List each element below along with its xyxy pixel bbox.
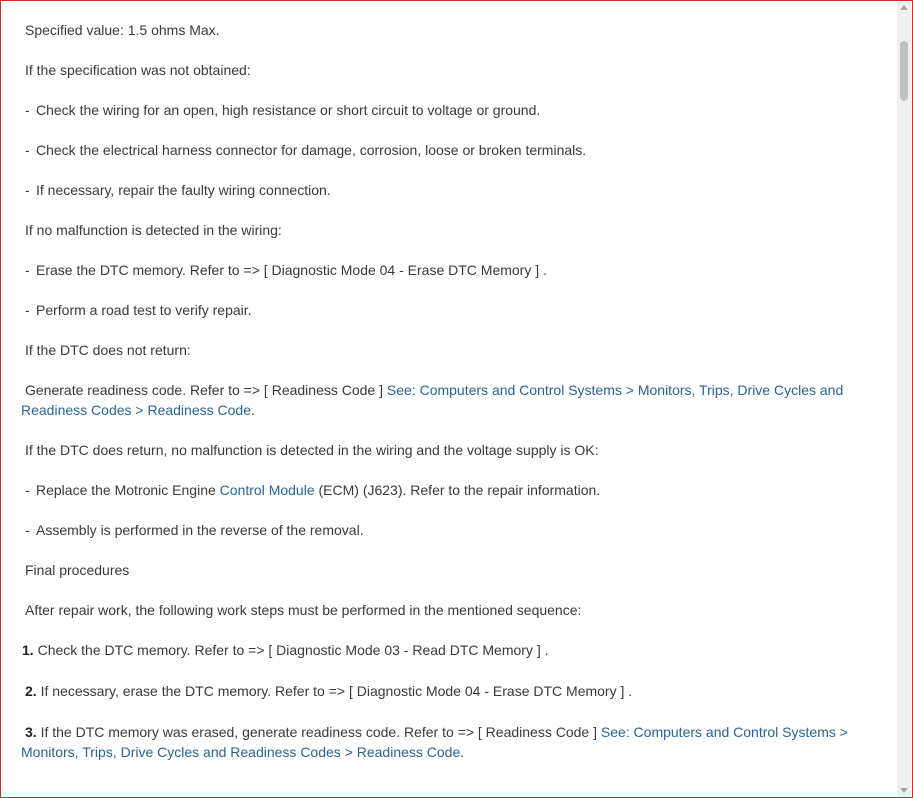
step-number: 2.: [25, 683, 37, 699]
control-module-link[interactable]: Control Module: [219, 482, 315, 498]
list-item: - Perform a road test to verify repair.: [25, 302, 252, 318]
scrollbar-thumb[interactable]: [900, 41, 908, 101]
readiness-code-link[interactable]: See: Computers and Control Systems > Monitors, Trips, Drive Cycles and Readiness Codes > Readiness Code: [21, 724, 848, 760]
bullet-dash: -: [25, 262, 30, 278]
no-malfunction-text: If no malfunction is detected in the wiring:: [25, 222, 282, 238]
step-number: 3.: [25, 724, 37, 740]
dtc-returns-text: If the DTC does return, no malfunction is detected in the wiring and the voltage supply is OK:: [25, 442, 599, 458]
bullet-dash: -: [25, 102, 30, 118]
bullet-dash: -: [25, 522, 30, 538]
bullet-dash: -: [25, 482, 30, 498]
final-procedures-heading: Final procedures: [25, 562, 130, 578]
spec-text: Specified value: 1.5 ohms Max.: [25, 22, 220, 38]
after-repair-text: After repair work, the following work steps must be performed in the mentioned sequence:: [25, 602, 582, 618]
bullet-dash: -: [25, 302, 30, 318]
step-item: 3. If the DTC memory was erased, generate readiness code. Refer to => [ Readiness Code ] See: Computers and Control Systems > Monitors, Trips, Drive Cycles and Readiness Codes > Readiness Code.: [21, 724, 848, 760]
readiness-code-link[interactable]: See: Computers and Control Systems > Monitors, Trips, Drive Cycles and Readiness Codes > Readiness Code: [21, 382, 844, 418]
document-content: [1, 1, 897, 797]
spec-not-obtained-text: If the specification was not obtained:: [25, 62, 251, 78]
list-item: - Replace the Motronic Engine Control Module (ECM) (J623). Refer to the repair information.: [25, 482, 601, 498]
step-item: 1. Check the DTC memory. Refer to => [ Diagnostic Mode 03 - Read DTC Memory ] .: [22, 642, 549, 658]
vertical-scrollbar[interactable]: [897, 1, 911, 797]
bullet-dash: -: [25, 142, 30, 158]
step-number: 1.: [22, 642, 34, 658]
scroll-up-arrow-icon[interactable]: [897, 1, 911, 15]
bullet-dash: -: [25, 182, 30, 198]
list-item: - Check the wiring for an open, high resistance or short circuit to voltage or ground.: [25, 102, 541, 118]
list-item: - Assembly is performed in the reverse of the removal.: [25, 522, 364, 538]
dtc-not-return-text: If the DTC does not return:: [25, 342, 191, 358]
list-item: - Check the electrical harness connector for damage, corrosion, loose or broken terminals.: [25, 142, 587, 158]
step-item: 2. If necessary, erase the DTC memory. Refer to => [ Diagnostic Mode 04 - Erase DTC Memory ] .: [25, 683, 633, 699]
readiness-paragraph: Generate readiness code. Refer to => [ Readiness Code ] See: Computers and Control Systems > Monitors, Trips, Drive Cycles and Readiness Codes > Readiness Code.: [21, 382, 844, 418]
list-item: - Erase the DTC memory. Refer to => [ Diagnostic Mode 04 - Erase DTC Memory ] .: [25, 262, 547, 278]
scroll-down-arrow-icon[interactable]: [897, 783, 911, 797]
list-item: - If necessary, repair the faulty wiring connection.: [25, 182, 331, 198]
